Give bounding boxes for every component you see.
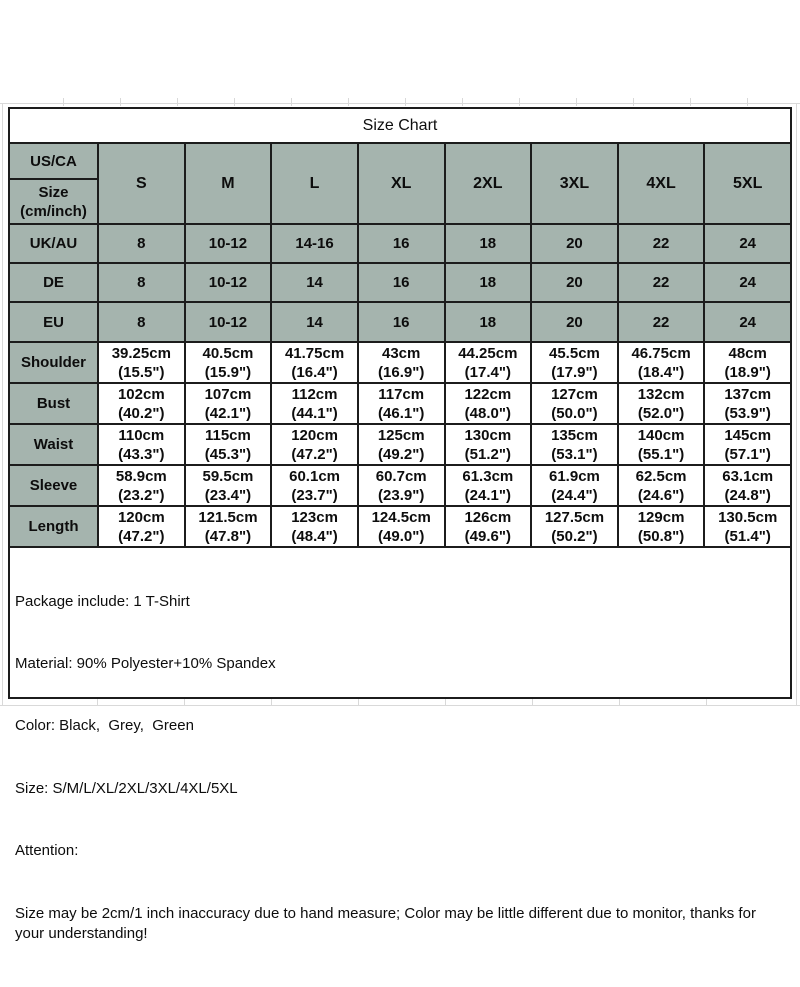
shoulder-4xl bbox=[618, 342, 705, 383]
value-cm: 123cm bbox=[291, 508, 338, 526]
gridline-tick bbox=[348, 98, 349, 106]
value-inch: (15.5") bbox=[118, 363, 165, 381]
waist-4xl bbox=[618, 424, 705, 465]
value-inch: (53.9") bbox=[724, 404, 771, 422]
value-inch: (23.7") bbox=[291, 486, 338, 504]
value-cm: 43cm bbox=[382, 344, 421, 362]
sleeve-xl bbox=[358, 465, 445, 506]
shoulder-5xl bbox=[704, 342, 791, 383]
value-inch: (55.1") bbox=[637, 445, 685, 463]
value-inch: (52.0") bbox=[637, 404, 685, 422]
value-cm: 130cm bbox=[464, 426, 512, 444]
value-inch: (24.6") bbox=[637, 486, 685, 504]
value-cm: 132cm bbox=[637, 385, 685, 403]
value-inch: (24.1") bbox=[464, 486, 511, 504]
de-xl: 16 bbox=[358, 263, 445, 302]
length-3xl bbox=[531, 506, 618, 547]
value-cm: 120cm bbox=[117, 508, 165, 526]
value-cm: 60.1cm bbox=[289, 467, 340, 485]
value-cm: 127.5cm bbox=[544, 508, 605, 526]
size-col-5xl: 5XL bbox=[704, 143, 791, 224]
waist-l bbox=[271, 424, 358, 465]
length-s bbox=[98, 506, 185, 547]
value-cm: 102cm bbox=[117, 385, 165, 403]
waist-xl bbox=[358, 424, 445, 465]
shoulder-m bbox=[185, 342, 272, 383]
length-xl bbox=[358, 506, 445, 547]
size-col-s: S bbox=[98, 143, 185, 224]
bust-xl bbox=[358, 383, 445, 424]
eu-m: 10-12 bbox=[185, 302, 272, 342]
gridline-tick bbox=[633, 98, 634, 106]
de-5xl: 24 bbox=[704, 263, 791, 302]
de-m: 10-12 bbox=[185, 263, 272, 302]
length-4xl bbox=[618, 506, 705, 547]
uk-au-3xl: 20 bbox=[531, 224, 618, 263]
value-cm: 58.9cm bbox=[115, 467, 167, 485]
eu-l: 14 bbox=[271, 302, 358, 342]
sleeve-2xl bbox=[445, 465, 532, 506]
value-inch: (51.2") bbox=[464, 445, 511, 463]
shoulder-3xl bbox=[531, 342, 618, 383]
value-inch: (16.9") bbox=[378, 363, 425, 381]
value-cm: 44.25cm bbox=[458, 344, 518, 362]
value-cm: 61.9cm bbox=[549, 467, 600, 485]
length-l bbox=[271, 506, 358, 547]
value-inch: (42.1") bbox=[204, 404, 252, 422]
unit-label-line1: Size bbox=[38, 183, 69, 201]
value-inch: (50.8") bbox=[637, 527, 685, 545]
uk-au-5xl: 24 bbox=[704, 224, 791, 263]
bust-m bbox=[185, 383, 272, 424]
value-inch: (23.4") bbox=[204, 486, 252, 504]
eu-xl: 16 bbox=[358, 302, 445, 342]
value-inch: (57.1") bbox=[724, 445, 771, 463]
bust-5xl bbox=[704, 383, 791, 424]
note-attention: Attention: bbox=[15, 842, 79, 860]
sleeve-m bbox=[185, 465, 272, 506]
value-cm: 46.75cm bbox=[631, 344, 691, 362]
value-inch: (16.4") bbox=[291, 363, 338, 381]
row-label-eu: EU bbox=[9, 302, 98, 342]
value-cm: 39.25cm bbox=[111, 344, 171, 362]
uk-au-l: 14-16 bbox=[271, 224, 358, 263]
uk-au-4xl: 22 bbox=[618, 224, 705, 263]
size-chart-title: Size Chart bbox=[9, 108, 791, 143]
size-col-xl: XL bbox=[358, 143, 445, 224]
bust-l bbox=[271, 383, 358, 424]
bust-3xl bbox=[531, 383, 618, 424]
bust-2xl bbox=[445, 383, 532, 424]
gridline-tick bbox=[576, 98, 577, 106]
product-notes bbox=[8, 548, 792, 943]
gridline-tick bbox=[690, 98, 691, 106]
uk-au-s: 8 bbox=[98, 224, 185, 263]
note-color: Color: Black, Grey, Green bbox=[15, 717, 194, 735]
value-inch: (49.0") bbox=[378, 527, 425, 545]
value-inch: (50.2") bbox=[551, 527, 598, 545]
value-cm: 145cm bbox=[724, 426, 772, 444]
row-label-waist: Waist bbox=[9, 424, 98, 465]
header-region-us-ca: US/CA bbox=[9, 143, 98, 179]
gridline-tick bbox=[747, 98, 748, 106]
shoulder-2xl bbox=[445, 342, 532, 383]
value-inch: (45.3") bbox=[204, 445, 252, 463]
eu-3xl: 20 bbox=[531, 302, 618, 342]
value-inch: (43.3") bbox=[118, 445, 165, 463]
note-disclaimer: Size may be 2cm/1 inch inaccuracy due to hand measure; Color may be little different due to monitor, thanks for your understanding! bbox=[15, 904, 761, 943]
value-inch: (49.6") bbox=[464, 527, 511, 545]
value-cm: 110cm bbox=[118, 426, 165, 444]
value-cm: 125cm bbox=[377, 426, 425, 444]
value-inch: (18.9") bbox=[724, 363, 771, 381]
uk-au-2xl: 18 bbox=[445, 224, 532, 263]
eu-5xl: 24 bbox=[704, 302, 791, 342]
row-label-sleeve: Sleeve bbox=[9, 465, 98, 506]
size-col-4xl: 4XL bbox=[618, 143, 705, 224]
value-cm: 61.3cm bbox=[462, 467, 514, 485]
size-col-3xl: 3XL bbox=[531, 143, 618, 224]
value-inch: (51.4") bbox=[724, 527, 771, 545]
value-inch: (49.2") bbox=[378, 445, 425, 463]
row-label-bust: Bust bbox=[9, 383, 98, 424]
value-cm: 121.5cm bbox=[198, 508, 258, 526]
length-2xl bbox=[445, 506, 532, 547]
de-3xl: 20 bbox=[531, 263, 618, 302]
value-cm: 112cm bbox=[291, 385, 338, 403]
bust-4xl bbox=[618, 383, 705, 424]
value-cm: 122cm bbox=[464, 385, 512, 403]
length-m bbox=[185, 506, 272, 547]
gridline-tick bbox=[120, 98, 121, 106]
value-inch: (44.1") bbox=[291, 404, 338, 422]
gridline-tick bbox=[519, 98, 520, 106]
gridline-tick bbox=[177, 98, 178, 106]
value-cm: 107cm bbox=[204, 385, 252, 403]
eu-2xl: 18 bbox=[445, 302, 532, 342]
sleeve-s bbox=[98, 465, 185, 506]
value-inch: (46.1") bbox=[378, 404, 425, 422]
uk-au-xl: 16 bbox=[358, 224, 445, 263]
value-cm: 48cm bbox=[728, 344, 767, 362]
value-inch: (23.2") bbox=[118, 486, 165, 504]
value-cm: 115cm bbox=[204, 426, 251, 444]
gridline-tick bbox=[234, 98, 235, 106]
value-inch: (53.1") bbox=[551, 445, 598, 463]
gridline-tick bbox=[63, 98, 64, 106]
sleeve-5xl bbox=[704, 465, 791, 506]
value-cm: 40.5cm bbox=[202, 344, 254, 362]
value-cm: 60.7cm bbox=[375, 467, 427, 485]
value-inch: (48.4") bbox=[291, 527, 338, 545]
value-inch: (18.4") bbox=[637, 363, 685, 381]
value-inch: (47.8") bbox=[204, 527, 252, 545]
waist-s bbox=[98, 424, 185, 465]
waist-2xl bbox=[445, 424, 532, 465]
gridline-left bbox=[2, 103, 3, 705]
row-label-shoulder: Shoulder bbox=[9, 342, 98, 383]
gridline-tick bbox=[291, 98, 292, 106]
note-package: Package include: 1 T-Shirt bbox=[15, 592, 190, 610]
value-inch: (17.4") bbox=[464, 363, 511, 381]
value-cm: 127cm bbox=[551, 385, 598, 403]
header-unit-label bbox=[9, 179, 98, 224]
de-l: 14 bbox=[271, 263, 358, 302]
value-cm: 126cm bbox=[464, 508, 512, 526]
value-cm: 135cm bbox=[551, 426, 598, 444]
value-cm: 59.5cm bbox=[202, 467, 254, 485]
shoulder-s bbox=[98, 342, 185, 383]
value-cm: 62.5cm bbox=[635, 467, 687, 485]
uk-au-m: 10-12 bbox=[185, 224, 272, 263]
value-inch: (24.8") bbox=[724, 486, 771, 504]
waist-3xl bbox=[531, 424, 618, 465]
size-col-m: M bbox=[185, 143, 272, 224]
gridline-tick bbox=[462, 98, 463, 106]
eu-4xl: 22 bbox=[618, 302, 705, 342]
size-chart-table bbox=[8, 107, 792, 548]
size-chart-panel bbox=[8, 107, 792, 943]
de-s: 8 bbox=[98, 263, 185, 302]
value-cm: 124.5cm bbox=[371, 508, 431, 526]
value-inch: (47.2") bbox=[291, 445, 338, 463]
value-cm: 140cm bbox=[637, 426, 685, 444]
shoulder-xl bbox=[358, 342, 445, 383]
value-cm: 45.5cm bbox=[549, 344, 600, 362]
value-inch: (17.9") bbox=[551, 363, 598, 381]
unit-label-line2: (cm/inch) bbox=[20, 202, 87, 220]
sleeve-l bbox=[271, 465, 358, 506]
row-label-de: DE bbox=[9, 263, 98, 302]
value-cm: 41.75cm bbox=[284, 344, 345, 362]
row-label-length: Length bbox=[9, 506, 98, 547]
waist-m bbox=[185, 424, 272, 465]
value-inch: (47.2") bbox=[118, 527, 165, 545]
row-label-uk-au: UK/AU bbox=[9, 224, 98, 263]
shoulder-l bbox=[271, 342, 358, 383]
note-material: Material: 90% Polyester+10% Spandex bbox=[15, 654, 276, 672]
length-5xl bbox=[704, 506, 791, 547]
bust-s bbox=[98, 383, 185, 424]
size-col-l: L bbox=[271, 143, 358, 224]
sleeve-4xl bbox=[618, 465, 705, 506]
sleeve-3xl bbox=[531, 465, 618, 506]
value-cm: 137cm bbox=[724, 385, 772, 403]
gridline-tick bbox=[405, 98, 406, 106]
de-2xl: 18 bbox=[445, 263, 532, 302]
waist-5xl bbox=[704, 424, 791, 465]
gridline-right bbox=[796, 103, 797, 705]
value-cm: 129cm bbox=[637, 508, 685, 526]
de-4xl: 22 bbox=[618, 263, 705, 302]
eu-s: 8 bbox=[98, 302, 185, 342]
value-inch: (23.9") bbox=[378, 486, 425, 504]
size-col-2xl: 2XL bbox=[445, 143, 532, 224]
value-inch: (24.4") bbox=[551, 486, 598, 504]
value-inch: (48.0") bbox=[464, 404, 511, 422]
value-inch: (40.2") bbox=[118, 404, 165, 422]
value-inch: (50.0") bbox=[551, 404, 598, 422]
value-cm: 130.5cm bbox=[718, 508, 778, 526]
value-cm: 117cm bbox=[378, 385, 425, 403]
value-cm: 63.1cm bbox=[722, 467, 774, 485]
value-cm: 120cm bbox=[291, 426, 338, 444]
value-inch: (15.9") bbox=[204, 363, 252, 381]
note-size: Size: S/M/L/XL/2XL/3XL/4XL/5XL bbox=[15, 779, 238, 797]
